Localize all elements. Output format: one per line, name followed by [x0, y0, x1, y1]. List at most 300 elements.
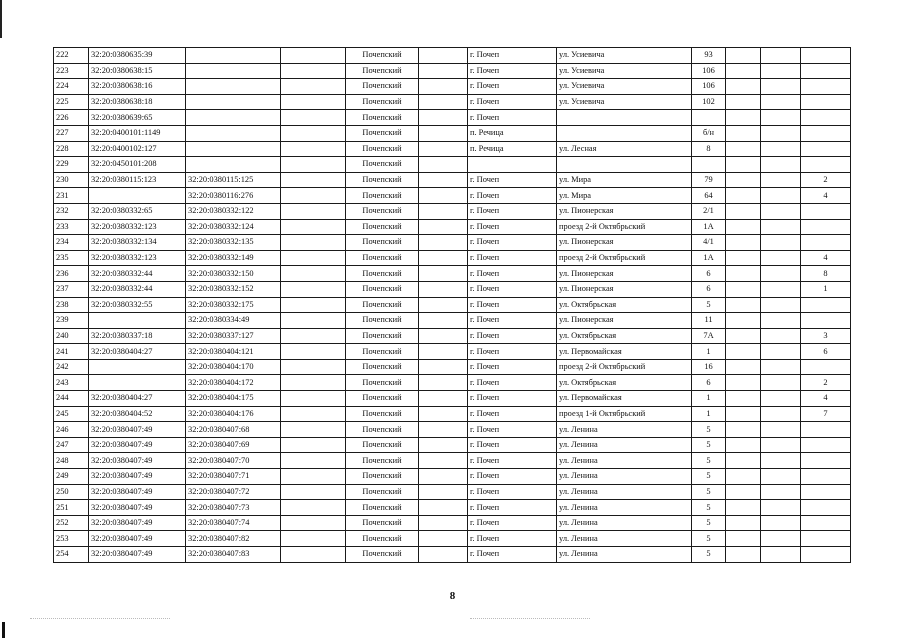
row-number-cell: 251 [54, 500, 89, 516]
district-cell: Почепский [346, 515, 419, 531]
empty-cell-cell [281, 484, 346, 500]
count-cell: 8 [801, 266, 851, 282]
empty-cell-cell [419, 375, 468, 391]
cadastral-number-2-cell: 32:20:0380337:127 [186, 328, 281, 344]
cadastral-number-cell [89, 359, 186, 375]
cadastral-number-2-cell: 32:20:0380332:175 [186, 297, 281, 313]
table-row [54, 422, 851, 438]
street-cell: ул. Мира [557, 188, 692, 204]
register-table [53, 47, 851, 563]
count-cell: 6 [801, 344, 851, 360]
empty-cell-cell [281, 344, 346, 360]
district-cell: Почепский [346, 344, 419, 360]
row-number-cell: 241 [54, 344, 89, 360]
cadastral-number-2-cell: 32:20:0380407:70 [186, 453, 281, 469]
cadastral-number-2-cell: 32:20:0380404:170 [186, 359, 281, 375]
district-cell: Почепский [346, 266, 419, 282]
settlement-cell [468, 157, 557, 173]
empty-cell-cell [419, 515, 468, 531]
house-number-cell: 6 [692, 281, 726, 297]
count-cell: 3 [801, 328, 851, 344]
empty-cell-cell [281, 500, 346, 516]
district-cell: Почепский [346, 547, 419, 563]
empty-cell-cell [281, 125, 346, 141]
street-cell [557, 157, 692, 173]
table-row [54, 141, 851, 157]
empty-cell-cell [726, 531, 761, 547]
empty-cell-cell [726, 219, 761, 235]
table-row [54, 375, 851, 391]
empty-cell-cell [761, 281, 801, 297]
street-cell: ул. Пионерская [557, 313, 692, 329]
count-cell [801, 94, 851, 110]
settlement-cell: г. Почеп [468, 48, 557, 64]
row-number-cell: 237 [54, 281, 89, 297]
cadastral-number-2-cell [186, 125, 281, 141]
empty-cell-cell [726, 375, 761, 391]
empty-cell-cell [761, 250, 801, 266]
empty-cell-cell [419, 266, 468, 282]
district-cell: Почепский [346, 110, 419, 126]
empty-cell-cell [761, 266, 801, 282]
empty-cell-cell [761, 422, 801, 438]
house-number-cell: 106 [692, 63, 726, 79]
table-row [54, 500, 851, 516]
district-cell: Почепский [346, 203, 419, 219]
empty-cell-cell [726, 437, 761, 453]
district-cell: Почепский [346, 531, 419, 547]
empty-cell-cell [761, 203, 801, 219]
street-cell: ул. Первомайская [557, 344, 692, 360]
empty-cell-cell [419, 531, 468, 547]
settlement-cell: г. Почеп [468, 406, 557, 422]
empty-cell-cell [281, 469, 346, 485]
settlement-cell: г. Почеп [468, 531, 557, 547]
row-number-cell: 249 [54, 469, 89, 485]
cadastral-number-2-cell [186, 157, 281, 173]
house-number-cell: 7А [692, 328, 726, 344]
table-row [54, 48, 851, 64]
row-number-cell: 222 [54, 48, 89, 64]
empty-cell-cell [419, 157, 468, 173]
empty-cell-cell [761, 453, 801, 469]
empty-cell-cell [726, 235, 761, 251]
count-cell [801, 469, 851, 485]
cadastral-number-2-cell [186, 110, 281, 126]
street-cell: ул. Ленина [557, 453, 692, 469]
empty-cell-cell [281, 406, 346, 422]
cadastral-number-cell: 32:20:0380404:52 [89, 406, 186, 422]
district-cell: Почепский [346, 63, 419, 79]
table-row [54, 469, 851, 485]
district-cell: Почепский [346, 157, 419, 173]
empty-cell-cell [281, 203, 346, 219]
house-number-cell: 5 [692, 437, 726, 453]
house-number-cell: 5 [692, 422, 726, 438]
cadastral-number-cell: 32:20:0380407:49 [89, 531, 186, 547]
count-cell [801, 125, 851, 141]
settlement-cell: г. Почеп [468, 515, 557, 531]
cadastral-number-2-cell [186, 94, 281, 110]
row-number-cell: 240 [54, 328, 89, 344]
district-cell: Почепский [346, 375, 419, 391]
count-cell [801, 313, 851, 329]
empty-cell-cell [419, 437, 468, 453]
empty-cell-cell [761, 172, 801, 188]
row-number-cell: 244 [54, 391, 89, 407]
empty-cell-cell [726, 48, 761, 64]
row-number-cell: 236 [54, 266, 89, 282]
house-number-cell: 8 [692, 141, 726, 157]
table-row [54, 188, 851, 204]
settlement-cell: г. Почеп [468, 219, 557, 235]
settlement-cell: г. Почеп [468, 110, 557, 126]
street-cell: ул. Пионерская [557, 203, 692, 219]
street-cell: ул. Усиевича [557, 48, 692, 64]
cadastral-number-cell: 32:20:0380404:27 [89, 391, 186, 407]
house-number-cell: 5 [692, 484, 726, 500]
row-number-cell: 226 [54, 110, 89, 126]
count-cell [801, 531, 851, 547]
scan-noise [30, 618, 170, 620]
cadastral-number-cell: 32:20:0380407:49 [89, 422, 186, 438]
empty-cell-cell [761, 219, 801, 235]
empty-cell-cell [419, 484, 468, 500]
count-cell: 4 [801, 250, 851, 266]
empty-cell-cell [726, 391, 761, 407]
settlement-cell: г. Почеп [468, 469, 557, 485]
street-cell: ул. Ленина [557, 500, 692, 516]
district-cell: Почепский [346, 94, 419, 110]
count-cell [801, 500, 851, 516]
row-number-cell: 230 [54, 172, 89, 188]
cadastral-number-2-cell: 32:20:0380334:49 [186, 313, 281, 329]
empty-cell-cell [281, 141, 346, 157]
empty-cell-cell [761, 344, 801, 360]
count-cell: 2 [801, 172, 851, 188]
table-row [54, 281, 851, 297]
empty-cell-cell [419, 110, 468, 126]
settlement-cell: г. Почеп [468, 266, 557, 282]
house-number-cell: 1А [692, 219, 726, 235]
cadastral-number-cell: 32:20:0380639:65 [89, 110, 186, 126]
cadastral-number-cell: 32:20:0380407:49 [89, 547, 186, 563]
empty-cell-cell [761, 157, 801, 173]
empty-cell-cell [281, 422, 346, 438]
table-row [54, 547, 851, 563]
cadastral-number-2-cell: 32:20:0380404:172 [186, 375, 281, 391]
empty-cell-cell [761, 313, 801, 329]
empty-cell-cell [761, 125, 801, 141]
empty-cell-cell [726, 344, 761, 360]
empty-cell-cell [419, 344, 468, 360]
house-number-cell: 6 [692, 266, 726, 282]
cadastral-number-cell [89, 313, 186, 329]
scan-edge-mark [0, 0, 2, 38]
house-number-cell: 5 [692, 531, 726, 547]
empty-cell-cell [281, 281, 346, 297]
count-cell [801, 79, 851, 95]
district-cell: Почепский [346, 437, 419, 453]
district-cell: Почепский [346, 141, 419, 157]
district-cell: Почепский [346, 250, 419, 266]
street-cell [557, 110, 692, 126]
count-cell [801, 547, 851, 563]
settlement-cell: г. Почеп [468, 203, 557, 219]
street-cell: проезд 2-й Октябрьский [557, 250, 692, 266]
cadastral-number-cell [89, 188, 186, 204]
cadastral-number-2-cell: 32:20:0380407:68 [186, 422, 281, 438]
district-cell: Почепский [346, 219, 419, 235]
empty-cell-cell [761, 110, 801, 126]
house-number-cell: 5 [692, 469, 726, 485]
empty-cell-cell [419, 250, 468, 266]
empty-cell-cell [281, 63, 346, 79]
cadastral-number-cell: 32:20:0380407:49 [89, 437, 186, 453]
empty-cell-cell [419, 281, 468, 297]
street-cell [557, 125, 692, 141]
empty-cell-cell [419, 328, 468, 344]
empty-cell-cell [281, 313, 346, 329]
empty-cell-cell [726, 110, 761, 126]
empty-cell-cell [419, 172, 468, 188]
settlement-cell: г. Почеп [468, 437, 557, 453]
empty-cell-cell [281, 328, 346, 344]
cadastral-number-2-cell: 32:20:0380332:149 [186, 250, 281, 266]
street-cell: проезд 1-й Октябрьский [557, 406, 692, 422]
empty-cell-cell [761, 391, 801, 407]
count-cell [801, 515, 851, 531]
empty-cell-cell [281, 515, 346, 531]
table-row [54, 406, 851, 422]
table-row [54, 344, 851, 360]
cadastral-number-cell: 32:20:0380407:49 [89, 453, 186, 469]
house-number-cell: 64 [692, 188, 726, 204]
empty-cell-cell [419, 203, 468, 219]
district-cell: Почепский [346, 48, 419, 64]
empty-cell-cell [726, 453, 761, 469]
cadastral-number-2-cell: 32:20:0380332:124 [186, 219, 281, 235]
house-number-cell: б/н [692, 125, 726, 141]
row-number-cell: 253 [54, 531, 89, 547]
table-row [54, 437, 851, 453]
empty-cell-cell [761, 484, 801, 500]
row-number-cell: 239 [54, 313, 89, 329]
house-number-cell: 5 [692, 297, 726, 313]
empty-cell-cell [726, 79, 761, 95]
empty-cell-cell [281, 235, 346, 251]
empty-cell-cell [419, 422, 468, 438]
row-number-cell: 245 [54, 406, 89, 422]
cadastral-number-cell: 32:20:0380332:44 [89, 266, 186, 282]
house-number-cell: 1 [692, 391, 726, 407]
settlement-cell: г. Почеп [468, 250, 557, 266]
empty-cell-cell [761, 515, 801, 531]
table-row [54, 484, 851, 500]
empty-cell-cell [281, 266, 346, 282]
row-number-cell: 247 [54, 437, 89, 453]
count-cell [801, 63, 851, 79]
district-cell: Почепский [346, 391, 419, 407]
table-row [54, 453, 851, 469]
empty-cell-cell [761, 63, 801, 79]
cadastral-number-2-cell: 32:20:0380407:71 [186, 469, 281, 485]
house-number-cell: 11 [692, 313, 726, 329]
cadastral-number-2-cell: 32:20:0380407:72 [186, 484, 281, 500]
street-cell: ул. Октябрьская [557, 297, 692, 313]
settlement-cell: п. Речица [468, 141, 557, 157]
cadastral-number-2-cell: 32:20:0380332:150 [186, 266, 281, 282]
empty-cell-cell [726, 172, 761, 188]
cadastral-number-2-cell: 32:20:0380115:125 [186, 172, 281, 188]
table-row [54, 94, 851, 110]
row-number-cell: 227 [54, 125, 89, 141]
empty-cell-cell [761, 94, 801, 110]
count-cell [801, 437, 851, 453]
table-row [54, 63, 851, 79]
row-number-cell: 238 [54, 297, 89, 313]
empty-cell-cell [419, 63, 468, 79]
empty-cell-cell [761, 297, 801, 313]
count-cell [801, 157, 851, 173]
street-cell: ул. Ленина [557, 437, 692, 453]
empty-cell-cell [761, 188, 801, 204]
count-cell: 4 [801, 188, 851, 204]
cadastral-number-cell: 32:20:0400101:1149 [89, 125, 186, 141]
empty-cell-cell [281, 297, 346, 313]
row-number-cell: 233 [54, 219, 89, 235]
empty-cell-cell [419, 391, 468, 407]
district-cell: Почепский [346, 125, 419, 141]
row-number-cell: 243 [54, 375, 89, 391]
cadastral-number-2-cell: 32:20:0380407:82 [186, 531, 281, 547]
street-cell: ул. Ленина [557, 515, 692, 531]
scan-edge-mark-bottom [2, 622, 5, 638]
district-cell: Почепский [346, 313, 419, 329]
empty-cell-cell [761, 437, 801, 453]
empty-cell-cell [726, 188, 761, 204]
row-number-cell: 228 [54, 141, 89, 157]
count-cell [801, 110, 851, 126]
cadastral-number-2-cell: 32:20:0380407:83 [186, 547, 281, 563]
empty-cell-cell [281, 219, 346, 235]
house-number-cell: 2/1 [692, 203, 726, 219]
count-cell [801, 484, 851, 500]
empty-cell-cell [419, 235, 468, 251]
empty-cell-cell [726, 469, 761, 485]
empty-cell-cell [761, 469, 801, 485]
row-number-cell: 225 [54, 94, 89, 110]
empty-cell-cell [726, 125, 761, 141]
empty-cell-cell [726, 157, 761, 173]
empty-cell-cell [761, 141, 801, 157]
empty-cell-cell [281, 172, 346, 188]
count-cell [801, 203, 851, 219]
cadastral-number-cell: 32:20:0380407:49 [89, 484, 186, 500]
street-cell: ул. Усиевича [557, 79, 692, 95]
district-cell: Почепский [346, 453, 419, 469]
street-cell: ул. Пионерская [557, 281, 692, 297]
street-cell: ул. Лесная [557, 141, 692, 157]
count-cell [801, 453, 851, 469]
street-cell: ул. Пионерская [557, 235, 692, 251]
cadastral-number-cell: 32:20:0380407:49 [89, 515, 186, 531]
empty-cell-cell [726, 422, 761, 438]
cadastral-number-cell [89, 375, 186, 391]
register-rows [54, 48, 851, 563]
settlement-cell: г. Почеп [468, 328, 557, 344]
cadastral-number-cell: 32:20:0380115:123 [89, 172, 186, 188]
row-number-cell: 254 [54, 547, 89, 563]
district-cell: Почепский [346, 235, 419, 251]
table-row [54, 157, 851, 173]
district-cell: Почепский [346, 172, 419, 188]
settlement-cell: г. Почеп [468, 313, 557, 329]
empty-cell-cell [726, 359, 761, 375]
cadastral-number-cell: 32:20:0380638:16 [89, 79, 186, 95]
house-number-cell: 106 [692, 79, 726, 95]
house-number-cell [692, 110, 726, 126]
row-number-cell: 248 [54, 453, 89, 469]
empty-cell-cell [726, 297, 761, 313]
count-cell [801, 48, 851, 64]
empty-cell-cell [726, 281, 761, 297]
house-number-cell: 4/1 [692, 235, 726, 251]
settlement-cell: г. Почеп [468, 79, 557, 95]
empty-cell-cell [726, 250, 761, 266]
table-row [54, 235, 851, 251]
empty-cell-cell [761, 328, 801, 344]
settlement-cell: г. Почеп [468, 391, 557, 407]
cadastral-number-cell: 32:20:0450101:208 [89, 157, 186, 173]
empty-cell-cell [419, 453, 468, 469]
table-row [54, 391, 851, 407]
row-number-cell: 229 [54, 157, 89, 173]
empty-cell-cell [419, 359, 468, 375]
empty-cell-cell [281, 437, 346, 453]
empty-cell-cell [761, 375, 801, 391]
settlement-cell: г. Почеп [468, 297, 557, 313]
cadastral-number-cell: 32:20:0380337:18 [89, 328, 186, 344]
house-number-cell: 102 [692, 94, 726, 110]
count-cell [801, 219, 851, 235]
cadastral-number-cell: 32:20:0380332:44 [89, 281, 186, 297]
cadastral-number-2-cell: 32:20:0380407:69 [186, 437, 281, 453]
empty-cell-cell [761, 531, 801, 547]
empty-cell-cell [419, 406, 468, 422]
empty-cell-cell [726, 500, 761, 516]
empty-cell-cell [726, 63, 761, 79]
cadastral-number-2-cell [186, 63, 281, 79]
street-cell: ул. Мира [557, 172, 692, 188]
house-number-cell: 5 [692, 515, 726, 531]
cadastral-number-2-cell: 32:20:0380116:276 [186, 188, 281, 204]
table-row [54, 172, 851, 188]
empty-cell-cell [726, 484, 761, 500]
street-cell: ул. Пионерская [557, 266, 692, 282]
street-cell: ул. Ленина [557, 531, 692, 547]
district-cell: Почепский [346, 469, 419, 485]
district-cell: Почепский [346, 79, 419, 95]
house-number-cell: 6 [692, 375, 726, 391]
count-cell [801, 422, 851, 438]
empty-cell-cell [761, 79, 801, 95]
empty-cell-cell [281, 110, 346, 126]
house-number-cell: 5 [692, 453, 726, 469]
house-number-cell: 79 [692, 172, 726, 188]
cadastral-number-cell: 32:20:0380638:15 [89, 63, 186, 79]
cadastral-number-2-cell: 32:20:0380404:121 [186, 344, 281, 360]
